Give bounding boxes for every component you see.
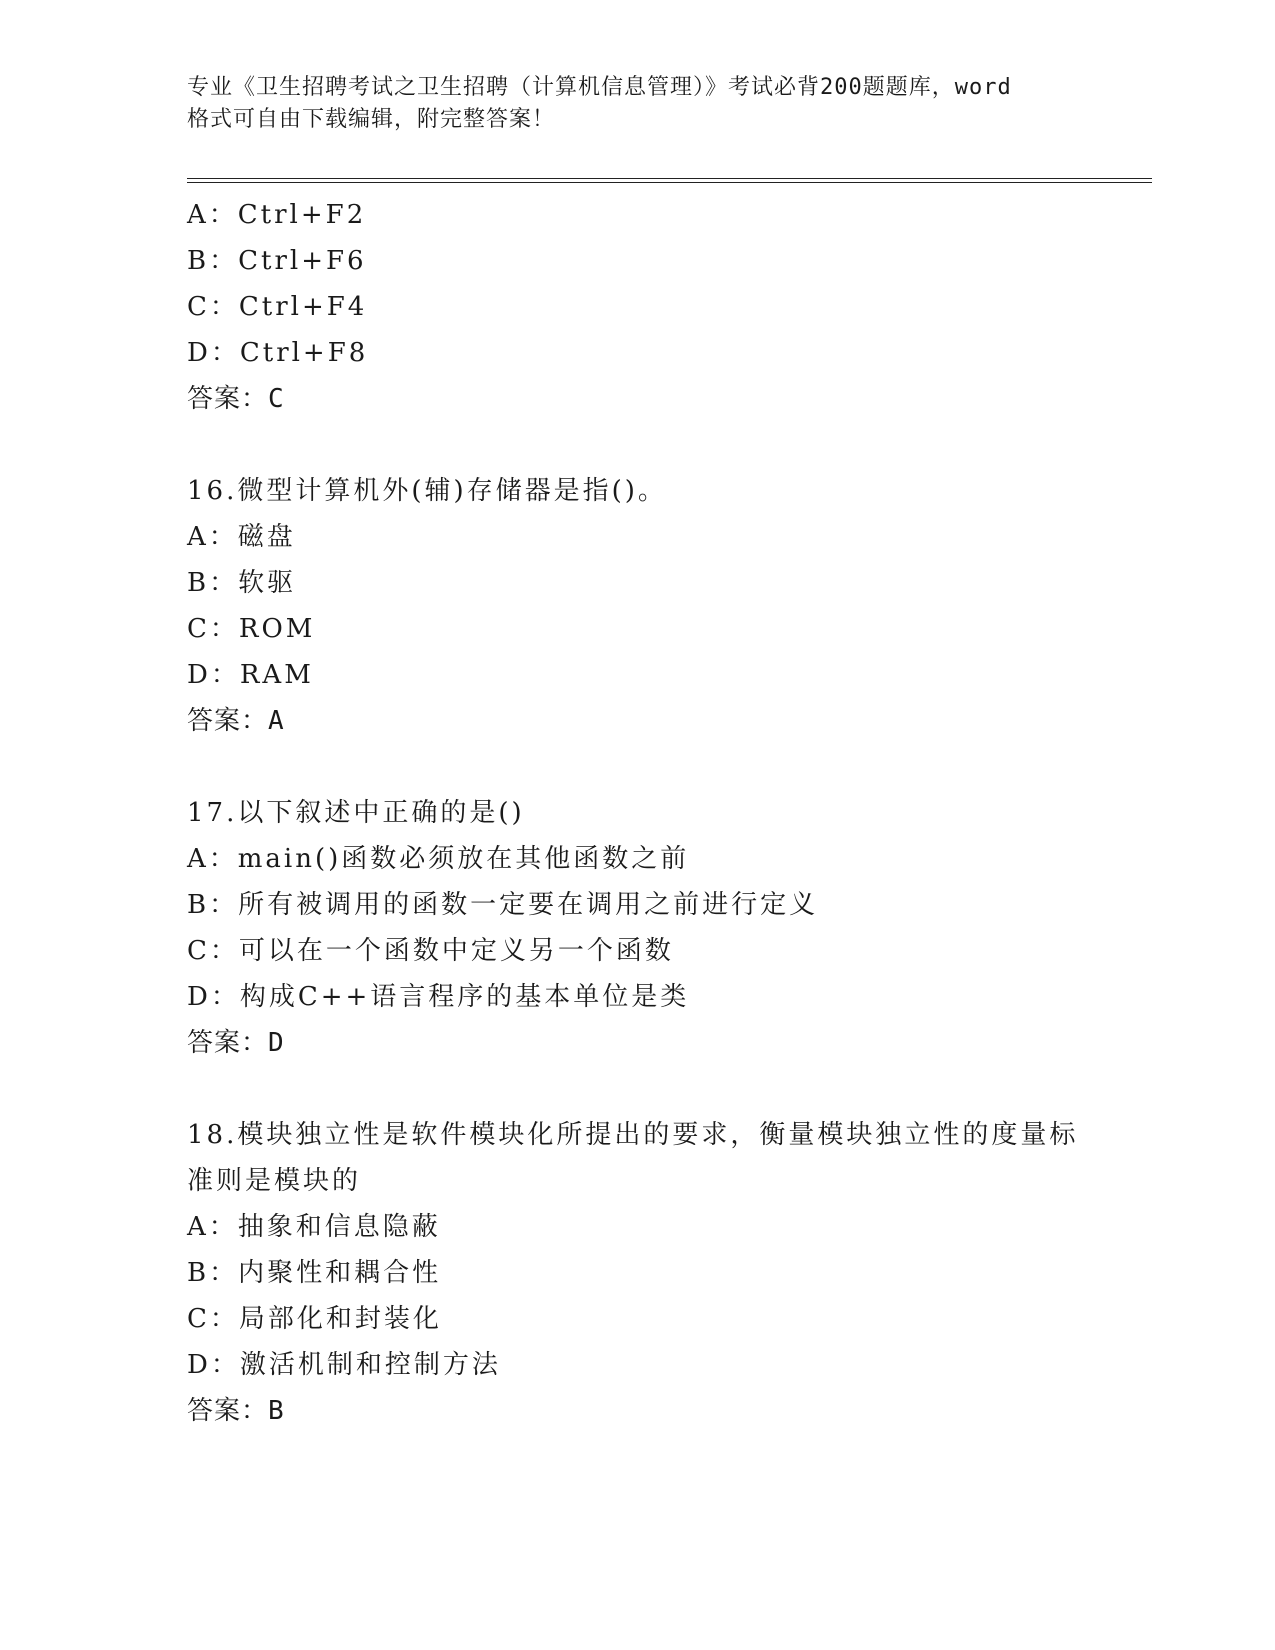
header-line-1: 专业《卫生招聘考试之卫生招聘（计算机信息管理）》考试必背200题题库，word (187, 75, 1012, 100)
question-18 (187, 1112, 1147, 1434)
option-a: A：抽象和信息隐蔽 (187, 1212, 441, 1242)
option-a: A：Ctrl+F2 (187, 200, 367, 230)
answer: 答案：D (187, 1028, 285, 1058)
question-text-line-2: 准则是模块的 (187, 1166, 362, 1196)
header-line-2: 格式可自由下载编辑，附完整答案！ (187, 107, 556, 132)
option-a: A：main()函数必须放在其他函数之前 (187, 844, 690, 874)
answer: 答案：C (187, 384, 285, 414)
option-b: B：软驱 (187, 568, 297, 598)
option-c: C：Ctrl+F4 (187, 292, 368, 322)
question-text: 16.微型计算机外(辅)存储器是指()。 (187, 476, 667, 506)
option-b: B：Ctrl+F6 (187, 246, 367, 276)
option-c: C：局部化和封装化 (187, 1304, 442, 1334)
option-c: C：ROM (187, 614, 316, 644)
option-c: C：可以在一个函数中定义另一个函数 (187, 936, 674, 966)
answer: 答案：B (187, 1396, 285, 1426)
option-d: D：RAM (187, 660, 314, 690)
option-b: B：所有被调用的函数一定要在调用之前进行定义 (187, 890, 819, 920)
option-d: D：Ctrl+F8 (187, 338, 369, 368)
question-text: 17.以下叙述中正确的是() (187, 798, 525, 828)
header-divider-bottom (187, 182, 1152, 183)
option-b: B：内聚性和耦合性 (187, 1258, 442, 1288)
option-d: D：激活机制和控制方法 (187, 1350, 501, 1380)
question-17 (187, 790, 1147, 1066)
option-a: A：磁盘 (187, 522, 296, 552)
question-list (187, 192, 1147, 1434)
header-divider-top (187, 178, 1152, 179)
document-header (187, 72, 1107, 136)
answer: 答案：A (187, 706, 285, 736)
question-text-line-1: 18.模块独立性是软件模块化所提出的要求，衡量模块独立性的度量标 (187, 1120, 1079, 1150)
option-d: D：构成C++语言程序的基本单位是类 (187, 982, 690, 1012)
spacer (187, 1066, 1147, 1112)
spacer (187, 744, 1147, 790)
spacer (187, 422, 1147, 468)
question-15 (187, 192, 1147, 422)
question-16 (187, 468, 1147, 744)
